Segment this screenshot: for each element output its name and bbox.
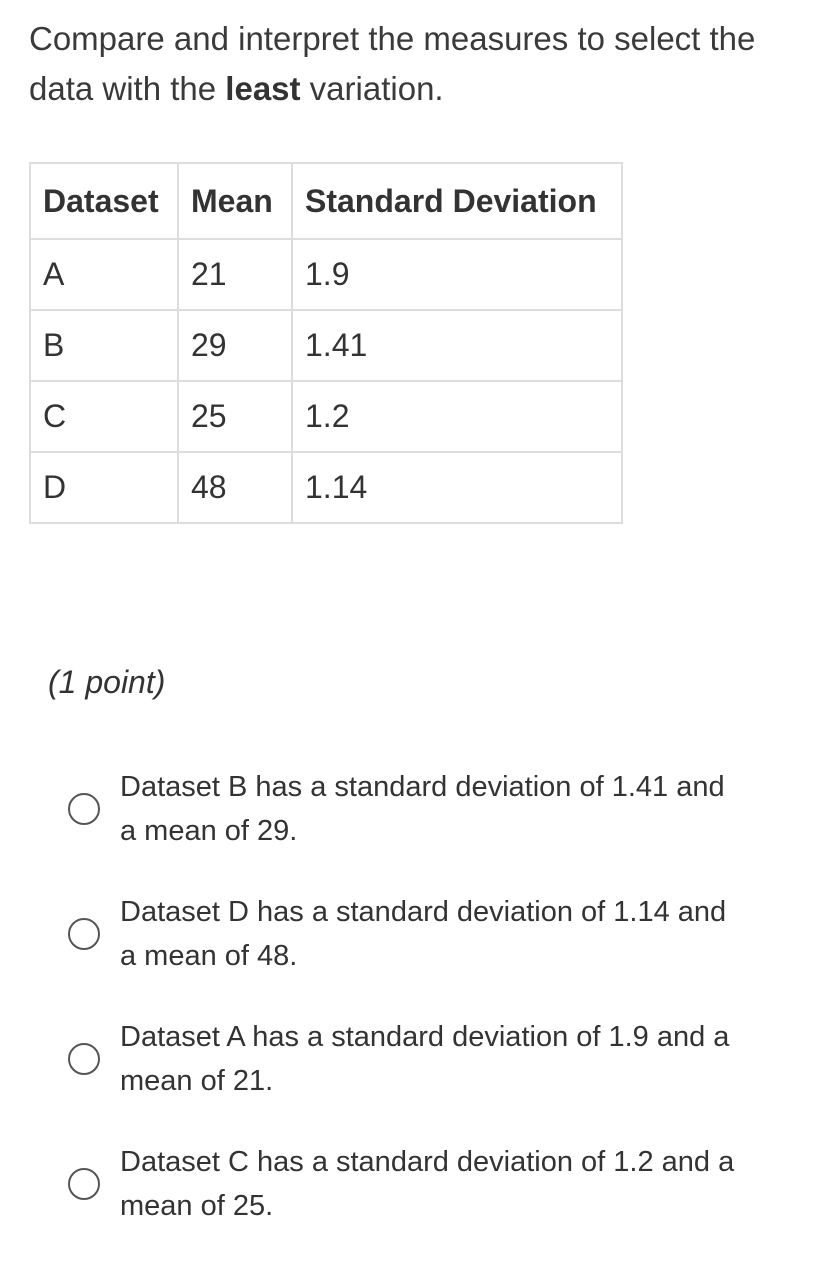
radio-button[interactable] [68, 1043, 100, 1075]
option-text: Dataset A has a standard deviation of 1.9 and a mean of 21. [120, 1021, 730, 1097]
option-text: Dataset D has a standard deviation of 1.14 and a mean of 48. [120, 896, 727, 972]
question-emphasis: least [225, 70, 301, 107]
header-dataset: Dataset [30, 163, 178, 239]
option-text: Dataset C has a standard deviation of 1.2 and a mean of 25. [120, 1146, 735, 1222]
answer-option-a[interactable] [68, 1015, 768, 1103]
radio-button[interactable] [68, 918, 100, 950]
table-row [30, 310, 622, 381]
table-header-row [30, 163, 622, 239]
question-suffix: variation. [300, 70, 444, 107]
points-label: (1 point) [48, 664, 166, 700]
answer-option-b[interactable] [68, 765, 768, 853]
cell-mean: 21 [178, 239, 292, 310]
cell-dataset: C [30, 381, 178, 452]
dataset-table [29, 162, 623, 524]
cell-sd: 1.2 [292, 381, 622, 452]
table-row [30, 452, 622, 523]
answer-option-d[interactable] [68, 890, 768, 978]
cell-mean: 25 [178, 381, 292, 452]
question-prefix: Compare and interpret the measures to select the data with the [29, 20, 756, 107]
table-row [30, 239, 622, 310]
radio-button[interactable] [68, 793, 100, 825]
option-text: Dataset B has a standard deviation of 1.41 and a mean of 29. [120, 771, 725, 847]
cell-sd: 1.14 [292, 452, 622, 523]
cell-dataset: A [30, 239, 178, 310]
cell-mean: 29 [178, 310, 292, 381]
cell-sd: 1.9 [292, 239, 622, 310]
cell-sd: 1.41 [292, 310, 622, 381]
cell-dataset: B [30, 310, 178, 381]
header-standard-deviation: Standard Deviation [292, 163, 622, 239]
header-mean: Mean [178, 163, 292, 239]
answer-option-c[interactable] [68, 1140, 768, 1228]
table-row [30, 381, 622, 452]
question-text [29, 14, 799, 114]
radio-button[interactable] [68, 1168, 100, 1200]
cell-dataset: D [30, 452, 178, 523]
cell-mean: 48 [178, 452, 292, 523]
